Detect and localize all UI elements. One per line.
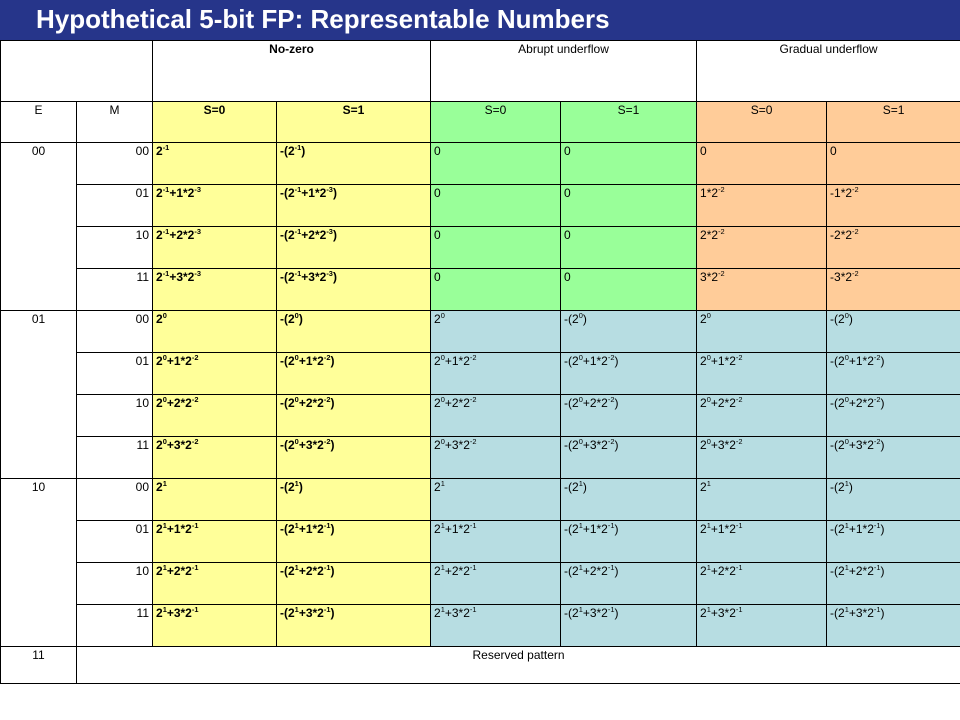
nozero-s0-cell: $2^0$ — [153, 311, 277, 353]
header-abrupt-s1: S=1 — [561, 102, 697, 143]
title-bar — [0, 0, 960, 40]
gradual-s0-cell: $2^1+1*2^{-1}$ — [697, 521, 827, 563]
nozero-s1-cell: $-(2^1+2*2^{-1})$ — [277, 563, 431, 605]
nozero-s0-cell: $2^1+2*2^{-1}$ — [153, 563, 277, 605]
mantissa-cell: 10 — [77, 227, 153, 269]
header-blank — [1, 41, 153, 102]
abrupt-s0-cell: 0 — [431, 227, 561, 269]
nozero-s0-cell: $2^1+3*2^{-1}$ — [153, 605, 277, 647]
nozero-s1-cell: $-(2^1+3*2^{-1})$ — [277, 605, 431, 647]
header-abrupt-underflow: Abrupt underflow — [431, 41, 697, 102]
nozero-s0-cell: $2^0+2*2^{-2}$ — [153, 395, 277, 437]
abrupt-s0-cell: 0 — [431, 143, 561, 185]
header-nozero: No-zero — [153, 41, 431, 102]
mantissa-cell: 11 — [77, 605, 153, 647]
nozero-s0-cell: $2^1+1*2^{-1}$ — [153, 521, 277, 563]
mantissa-cell: 10 — [77, 395, 153, 437]
nozero-s0-cell: $2^0+3*2^{-2}$ — [153, 437, 277, 479]
gradual-s1-cell: $-(2^0)$ — [827, 311, 960, 353]
nozero-s0-cell: $2^{-1}$ — [153, 143, 277, 185]
header-nozero-s0: S=0 — [153, 102, 277, 143]
nozero-s0-cell: $2^{-1}+3*2^{-3}$ — [153, 269, 277, 311]
nozero-s0-cell: $2^{-1}+1*2^{-3}$ — [153, 185, 277, 227]
table-row — [1, 563, 960, 605]
nozero-s1-cell: $-(2^0)$ — [277, 311, 431, 353]
exponent-cell: 10 — [1, 479, 77, 647]
nozero-s1-cell: $-(2^1)$ — [277, 479, 431, 521]
gradual-s1-cell: $-(2^0+2*2^{-2})$ — [827, 395, 960, 437]
abrupt-s0-cell: $2^1$ — [431, 479, 561, 521]
reserved-row — [1, 647, 960, 684]
mantissa-cell: 10 — [77, 563, 153, 605]
abrupt-s1-cell: $-(2^0+3*2^{-2})$ — [561, 437, 697, 479]
header-gradual-s0: S=0 — [697, 102, 827, 143]
header-gradual-s1: S=1 — [827, 102, 960, 143]
gradual-s0-cell: $2^0$ — [697, 311, 827, 353]
gradual-s0-cell: $2^1+2*2^{-1}$ — [697, 563, 827, 605]
nozero-s1-cell: $-(2^0+3*2^{-2})$ — [277, 437, 431, 479]
nozero-s1-cell: $-(2^{-1}+1*2^{-3})$ — [277, 185, 431, 227]
gradual-s0-cell: $2*2^{-2}$ — [697, 227, 827, 269]
nozero-s1-cell: $-(2^{-1}+2*2^{-3})$ — [277, 227, 431, 269]
abrupt-s1-cell: $-(2^0+2*2^{-2})$ — [561, 395, 697, 437]
table-row — [1, 479, 960, 521]
gradual-s1-cell: $-2*2^{-2}$ — [827, 227, 960, 269]
abrupt-s1-cell: $-(2^1+2*2^{-1})$ — [561, 563, 697, 605]
nozero-s1-cell: $-(2^0+2*2^{-2})$ — [277, 395, 431, 437]
mantissa-cell: 01 — [77, 185, 153, 227]
exponent-cell: 11 — [1, 647, 77, 684]
table-row — [1, 311, 960, 353]
abrupt-s0-cell: 0 — [431, 269, 561, 311]
representable-numbers-table — [0, 40, 960, 684]
table-row — [1, 605, 960, 647]
gradual-s1-cell: $-(2^1+2*2^{-1})$ — [827, 563, 960, 605]
gradual-s1-cell: $-1*2^{-2}$ — [827, 185, 960, 227]
table-row — [1, 227, 960, 269]
header-gradual-underflow: Gradual underflow — [697, 41, 960, 102]
gradual-s1-cell: $-(2^0+3*2^{-2})$ — [827, 437, 960, 479]
abrupt-s0-cell: $2^1+1*2^{-1}$ — [431, 521, 561, 563]
mantissa-cell: 01 — [77, 353, 153, 395]
nozero-s0-cell: $2^1$ — [153, 479, 277, 521]
abrupt-s0-cell: $2^0+2*2^{-2}$ — [431, 395, 561, 437]
table-row — [1, 353, 960, 395]
abrupt-s1-cell: 0 — [561, 269, 697, 311]
abrupt-s0-cell: 0 — [431, 185, 561, 227]
abrupt-s1-cell: $-(2^1)$ — [561, 479, 697, 521]
gradual-s1-cell: $-(2^1+3*2^{-1})$ — [827, 605, 960, 647]
table-row — [1, 437, 960, 479]
abrupt-s1-cell: $-(2^1+1*2^{-1})$ — [561, 521, 697, 563]
gradual-s1-cell: $-(2^1+1*2^{-1})$ — [827, 521, 960, 563]
gradual-s0-cell: $2^1+3*2^{-1}$ — [697, 605, 827, 647]
gradual-s0-cell: 0 — [697, 143, 827, 185]
gradual-s0-cell: $1*2^{-2}$ — [697, 185, 827, 227]
nozero-s0-cell: $2^0+1*2^{-2}$ — [153, 353, 277, 395]
gradual-s0-cell: $2^0+1*2^{-2}$ — [697, 353, 827, 395]
mantissa-cell: 00 — [77, 311, 153, 353]
abrupt-s1-cell: 0 — [561, 227, 697, 269]
abrupt-s0-cell: $2^0$ — [431, 311, 561, 353]
header-row-signs — [1, 102, 960, 143]
nozero-s1-cell: $-(2^1+1*2^{-1})$ — [277, 521, 431, 563]
abrupt-s1-cell: $-(2^0+1*2^{-2})$ — [561, 353, 697, 395]
header-m: M — [77, 102, 153, 143]
abrupt-s0-cell: $2^0+1*2^{-2}$ — [431, 353, 561, 395]
abrupt-s1-cell: $-(2^0)$ — [561, 311, 697, 353]
table-row — [1, 521, 960, 563]
table-row — [1, 395, 960, 437]
abrupt-s1-cell: $-(2^1+3*2^{-1})$ — [561, 605, 697, 647]
mantissa-cell: 00 — [77, 479, 153, 521]
nozero-s0-cell: $2^{-1}+2*2^{-3}$ — [153, 227, 277, 269]
table-row — [1, 269, 960, 311]
header-row-categories — [1, 41, 960, 102]
gradual-s1-cell: $-(2^0+1*2^{-2})$ — [827, 353, 960, 395]
mantissa-cell: 01 — [77, 521, 153, 563]
gradual-s0-cell: $2^1$ — [697, 479, 827, 521]
exponent-cell: 00 — [1, 143, 77, 311]
header-nozero-s1: S=1 — [277, 102, 431, 143]
slide-title: Hypothetical 5-bit FP: Representable Numbers — [36, 4, 610, 34]
gradual-s1-cell: 0 — [827, 143, 960, 185]
abrupt-s1-cell: 0 — [561, 143, 697, 185]
table-row — [1, 143, 960, 185]
mantissa-cell: 11 — [77, 269, 153, 311]
gradual-s0-cell: $2^0+2*2^{-2}$ — [697, 395, 827, 437]
mantissa-cell: 00 — [77, 143, 153, 185]
nozero-s1-cell: $-(2^0+1*2^{-2})$ — [277, 353, 431, 395]
abrupt-s0-cell: $2^1+2*2^{-1}$ — [431, 563, 561, 605]
exponent-cell: 01 — [1, 311, 77, 479]
gradual-s0-cell: $2^0+3*2^{-2}$ — [697, 437, 827, 479]
header-e: E — [1, 102, 77, 143]
abrupt-s0-cell: $2^1+3*2^{-1}$ — [431, 605, 561, 647]
gradual-s0-cell: $3*2^{-2}$ — [697, 269, 827, 311]
nozero-s1-cell: $-(2^{-1})$ — [277, 143, 431, 185]
gradual-s1-cell: $-(2^1)$ — [827, 479, 960, 521]
reserved-pattern-label: Reserved pattern — [77, 647, 960, 684]
gradual-s1-cell: $-3*2^{-2}$ — [827, 269, 960, 311]
table-row — [1, 185, 960, 227]
mantissa-cell: 11 — [77, 437, 153, 479]
abrupt-s0-cell: $2^0+3*2^{-2}$ — [431, 437, 561, 479]
abrupt-s1-cell: 0 — [561, 185, 697, 227]
header-abrupt-s0: S=0 — [431, 102, 561, 143]
nozero-s1-cell: $-(2^{-1}+3*2^{-3})$ — [277, 269, 431, 311]
